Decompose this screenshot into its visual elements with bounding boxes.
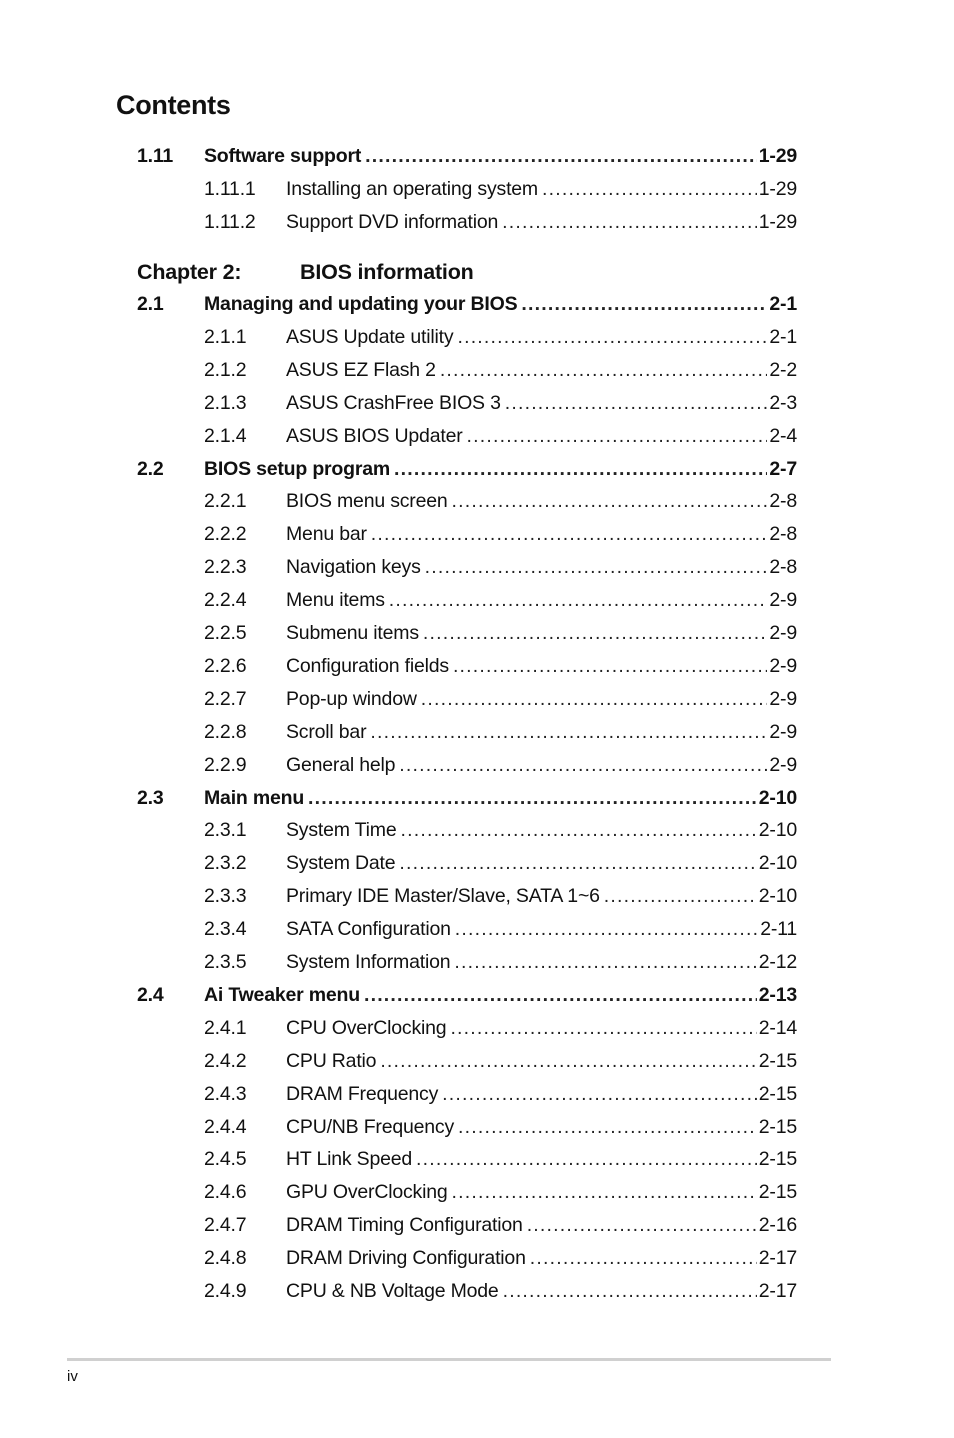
toc-dot-leader bbox=[542, 178, 757, 201]
toc-subsection-entry[interactable] bbox=[137, 518, 797, 551]
toc-dot-leader bbox=[458, 1116, 757, 1139]
toc-subsection-entry[interactable] bbox=[137, 1209, 797, 1242]
toc-subsection-entry[interactable] bbox=[137, 420, 797, 453]
toc-entry-page: 2-10 bbox=[758, 786, 797, 809]
toc-dot-leader bbox=[505, 392, 768, 415]
toc-entry-page: 2-14 bbox=[758, 1016, 797, 1039]
toc-entry-title: GPU OverClocking bbox=[286, 1181, 448, 1204]
toc-dot-leader bbox=[425, 556, 768, 579]
toc-dot-leader bbox=[530, 1247, 757, 1270]
toc-entry-title: Software support bbox=[204, 145, 362, 167]
toc-entry-page: 2-10 bbox=[758, 819, 797, 842]
toc-dot-leader bbox=[502, 211, 757, 234]
toc-entry-title: BIOS menu screen bbox=[286, 490, 448, 513]
toc-subsection-entry[interactable] bbox=[137, 617, 797, 650]
toc-entry-title: CPU OverClocking bbox=[286, 1016, 447, 1039]
toc-dot-leader bbox=[527, 1214, 757, 1237]
toc-entry-title: ASUS BIOS Updater bbox=[286, 424, 463, 447]
toc-entry-number: 2.1.4 bbox=[204, 424, 247, 447]
toc-section-entry[interactable] bbox=[137, 453, 797, 486]
toc-dot-leader bbox=[308, 787, 757, 810]
toc-dot-leader bbox=[401, 819, 757, 842]
toc-entry-page: 2-9 bbox=[769, 753, 797, 776]
toc-entry-title: DRAM Driving Configuration bbox=[286, 1247, 526, 1270]
toc-dot-leader bbox=[440, 359, 768, 382]
toc-entry-page: 2-9 bbox=[769, 654, 797, 677]
toc-entry-number: 2.3.5 bbox=[204, 951, 247, 973]
toc-entry-page: 2-10 bbox=[758, 852, 797, 875]
toc-entry-title: Primary IDE Master/Slave, SATA 1~6 bbox=[286, 885, 600, 908]
toc-dot-leader bbox=[364, 984, 757, 1007]
toc-dot-leader bbox=[399, 852, 756, 875]
toc-entry-title: CPU/NB Frequency bbox=[286, 1115, 455, 1138]
toc-entry-title: ASUS EZ Flash 2 bbox=[286, 358, 436, 381]
toc-dot-leader bbox=[389, 589, 768, 612]
toc-entry-number: 2.4.5 bbox=[204, 1148, 247, 1171]
toc-subsection-entry[interactable] bbox=[137, 1242, 797, 1275]
toc-entry-title: DRAM Frequency bbox=[286, 1082, 439, 1105]
toc-entry-page: 2-12 bbox=[758, 951, 797, 973]
toc-dot-leader bbox=[521, 293, 767, 316]
toc-entry-title: System Information bbox=[286, 951, 451, 973]
toc-entry-number: 2.1.3 bbox=[204, 391, 247, 414]
toc-dot-leader bbox=[394, 458, 767, 481]
toc-entry-number: 2.3.2 bbox=[204, 852, 247, 875]
toc-entry-title: Configuration fields bbox=[286, 654, 449, 677]
toc-entry-number: 2.2.9 bbox=[204, 753, 247, 776]
toc-entry-number: 1.11.1 bbox=[204, 177, 256, 200]
toc-section-entry[interactable] bbox=[137, 140, 797, 173]
toc-entry-number: 2.4.9 bbox=[204, 1280, 247, 1302]
toc-entry-page: 2-15 bbox=[758, 1148, 797, 1171]
toc-entry-number: 1.11.2 bbox=[204, 210, 256, 233]
toc-entry-title: BIOS setup program bbox=[204, 457, 391, 480]
toc-entry-title: Menu bar bbox=[286, 523, 367, 546]
toc-dot-leader bbox=[423, 622, 768, 645]
toc-subsection-entry[interactable] bbox=[137, 1176, 797, 1209]
toc-subsection-entry[interactable] bbox=[137, 584, 797, 617]
toc-subsection-entry[interactable] bbox=[137, 354, 797, 387]
toc-entry-number: 2.2 bbox=[137, 457, 164, 480]
toc-entry-number: 2.1.2 bbox=[204, 358, 247, 381]
toc-dot-leader bbox=[365, 145, 757, 168]
toc-entry-page: 2-8 bbox=[769, 556, 797, 579]
toc-entry-page: 1-29 bbox=[758, 145, 797, 167]
toc-subsection-entry[interactable] bbox=[137, 387, 797, 420]
toc-dot-leader bbox=[604, 885, 757, 908]
toc-entry-number: 2.4.1 bbox=[204, 1016, 247, 1039]
toc-subsection-entry[interactable] bbox=[137, 1045, 797, 1078]
toc-dot-leader bbox=[416, 1148, 757, 1171]
toc-subsection-entry[interactable] bbox=[137, 1111, 797, 1144]
toc-entry-page: 2-15 bbox=[758, 1082, 797, 1105]
toc-entry-title: Installing an operating system bbox=[286, 177, 538, 200]
toc-entry-page: 2-9 bbox=[769, 622, 797, 644]
toc-entry-number: 2.2.1 bbox=[204, 490, 247, 513]
toc-entry-number: 2.3.1 bbox=[204, 819, 247, 842]
toc-entry-page: 2-15 bbox=[758, 1115, 797, 1138]
toc-entry-number: 2.2.8 bbox=[204, 720, 247, 743]
toc-subsection-entry[interactable] bbox=[137, 946, 797, 979]
toc-subsection-entry[interactable] bbox=[137, 1143, 797, 1176]
toc-section-entry[interactable] bbox=[137, 288, 797, 321]
toc-dot-leader bbox=[452, 490, 768, 513]
toc-entry-title: ASUS Update utility bbox=[286, 325, 454, 348]
toc-subsection-entry[interactable] bbox=[137, 749, 797, 782]
toc-entry-page: 2-13 bbox=[758, 983, 797, 1006]
toc-entry-number: 2.2.4 bbox=[204, 589, 247, 612]
toc-dot-leader bbox=[450, 1017, 756, 1040]
toc-entry-title: General help bbox=[286, 753, 396, 776]
toc-dot-leader bbox=[370, 721, 767, 744]
chapter-label: Chapter 2: bbox=[137, 259, 242, 284]
toc-entry-page: 2-1 bbox=[769, 293, 797, 315]
toc-dot-leader bbox=[442, 1083, 757, 1106]
toc-subsection-entry[interactable] bbox=[137, 206, 797, 239]
toc-entry-number: 2.2.7 bbox=[204, 687, 247, 710]
toc-entry-title: Submenu items bbox=[286, 622, 419, 644]
toc-entry-title: Scroll bar bbox=[286, 720, 367, 743]
toc-entry-page: 2-17 bbox=[758, 1280, 797, 1302]
toc-entry-number: 2.4 bbox=[137, 983, 164, 1006]
page-title: Contents bbox=[116, 90, 231, 120]
toc-entry-page: 2-1 bbox=[769, 325, 797, 348]
toc-entry-title: Main menu bbox=[204, 786, 305, 809]
toc-dot-leader bbox=[455, 918, 758, 941]
toc-entry-title: Navigation keys bbox=[286, 556, 421, 579]
toc-dot-leader bbox=[380, 1050, 756, 1073]
toc-entry-page: 2-9 bbox=[769, 687, 797, 710]
toc-entry-number: 2.3.3 bbox=[204, 885, 247, 908]
toc-entry-title: System Time bbox=[286, 819, 397, 842]
toc-section-entry[interactable] bbox=[137, 979, 797, 1012]
toc-entry-page: 2-11 bbox=[760, 918, 797, 941]
toc-entry-title: System Date bbox=[286, 852, 396, 875]
toc-entry-title: Menu items bbox=[286, 589, 385, 612]
toc-entry-number: 2.4.7 bbox=[204, 1214, 247, 1237]
toc-entry-page: 2-8 bbox=[769, 490, 797, 513]
toc-dot-leader bbox=[457, 326, 767, 349]
toc-entry-page: 2-4 bbox=[769, 424, 797, 447]
toc-subsection-entry[interactable] bbox=[137, 683, 797, 716]
toc-entry-page: 2-9 bbox=[769, 589, 797, 612]
toc-entry-page: 1-29 bbox=[758, 177, 797, 200]
toc-dot-leader bbox=[452, 1181, 757, 1204]
toc-entry-number: 2.2.3 bbox=[204, 556, 247, 579]
toc-dot-leader bbox=[454, 951, 756, 974]
toc-dot-leader bbox=[503, 1280, 757, 1303]
toc-entry-page: 2-7 bbox=[769, 457, 797, 480]
toc-entry-page: 2-3 bbox=[769, 391, 797, 414]
toc-subsection-entry[interactable] bbox=[137, 650, 797, 683]
toc-subsection-entry[interactable] bbox=[137, 485, 797, 518]
toc-entry-number: 2.4.2 bbox=[204, 1049, 247, 1072]
toc-subsection-entry[interactable] bbox=[137, 321, 797, 354]
toc-entry-number: 2.3.4 bbox=[204, 918, 247, 941]
toc-entry-page: 2-9 bbox=[769, 720, 797, 743]
toc-subsection-entry[interactable] bbox=[137, 880, 797, 913]
toc-dot-leader bbox=[421, 688, 768, 711]
toc-entry-title: ASUS CrashFree BIOS 3 bbox=[286, 391, 501, 414]
toc-entry-title: SATA Configuration bbox=[286, 918, 451, 941]
toc-subsection-entry[interactable] bbox=[137, 551, 797, 584]
toc-entry-page: 1-29 bbox=[758, 210, 797, 233]
toc-entry-page: 2-10 bbox=[758, 885, 797, 908]
footer-divider bbox=[67, 1358, 831, 1361]
toc-entry-title: HT Link Speed bbox=[286, 1148, 413, 1171]
toc-entry-page: 2-16 bbox=[758, 1214, 797, 1237]
toc-dot-leader bbox=[467, 425, 768, 448]
toc-entry-title: Support DVD information bbox=[286, 210, 499, 233]
toc-entry-page: 2-8 bbox=[769, 523, 797, 546]
toc-entry-title: Pop-up window bbox=[286, 687, 417, 710]
toc-entry-title: Managing and updating your BIOS bbox=[204, 293, 518, 315]
toc-entry-number: 2.4.6 bbox=[204, 1181, 247, 1204]
toc-subsection-entry[interactable] bbox=[137, 716, 797, 749]
toc-dot-leader bbox=[399, 754, 767, 777]
toc-entry-page: 2-15 bbox=[758, 1181, 797, 1204]
toc-entry-title: CPU & NB Voltage Mode bbox=[286, 1280, 499, 1302]
toc-entry-title: CPU Ratio bbox=[286, 1049, 377, 1072]
toc-subsection-entry[interactable] bbox=[137, 173, 797, 206]
chapter-heading bbox=[137, 254, 474, 290]
toc-subsection-entry[interactable] bbox=[137, 1012, 797, 1045]
toc-entry-title: DRAM Timing Configuration bbox=[286, 1214, 523, 1237]
toc-subsection-entry[interactable] bbox=[137, 1275, 797, 1308]
toc-entry-number: 2.2.5 bbox=[204, 622, 247, 644]
toc-dot-leader bbox=[371, 523, 768, 546]
toc-subsection-entry[interactable] bbox=[137, 847, 797, 880]
toc-entry-page: 2-15 bbox=[758, 1049, 797, 1072]
toc-entry-title: Ai Tweaker menu bbox=[204, 983, 360, 1006]
toc-entry-number: 2.2.2 bbox=[204, 523, 247, 546]
toc-section-entry[interactable] bbox=[137, 782, 797, 815]
toc-entry-page: 2-17 bbox=[758, 1247, 797, 1270]
toc-entry-number: 2.1 bbox=[137, 293, 164, 315]
toc-subsection-entry[interactable] bbox=[137, 913, 797, 946]
toc-entry-page: 2-2 bbox=[769, 358, 797, 381]
footer-page-number: iv bbox=[67, 1368, 78, 1385]
toc-entry-number: 2.1.1 bbox=[204, 325, 247, 348]
toc-entry-number: 2.4.8 bbox=[204, 1247, 247, 1270]
toc-entry-number: 1.11 bbox=[137, 145, 174, 167]
toc-entry-number: 2.3 bbox=[137, 786, 164, 809]
toc-dot-leader bbox=[453, 655, 767, 678]
toc-entry-number: 2.4.4 bbox=[204, 1115, 247, 1138]
toc-subsection-entry[interactable] bbox=[137, 814, 797, 847]
chapter-title: BIOS information bbox=[300, 259, 474, 284]
toc-entry-number: 2.2.6 bbox=[204, 654, 247, 677]
toc-entry-number: 2.4.3 bbox=[204, 1082, 247, 1105]
toc-subsection-entry[interactable] bbox=[137, 1078, 797, 1111]
